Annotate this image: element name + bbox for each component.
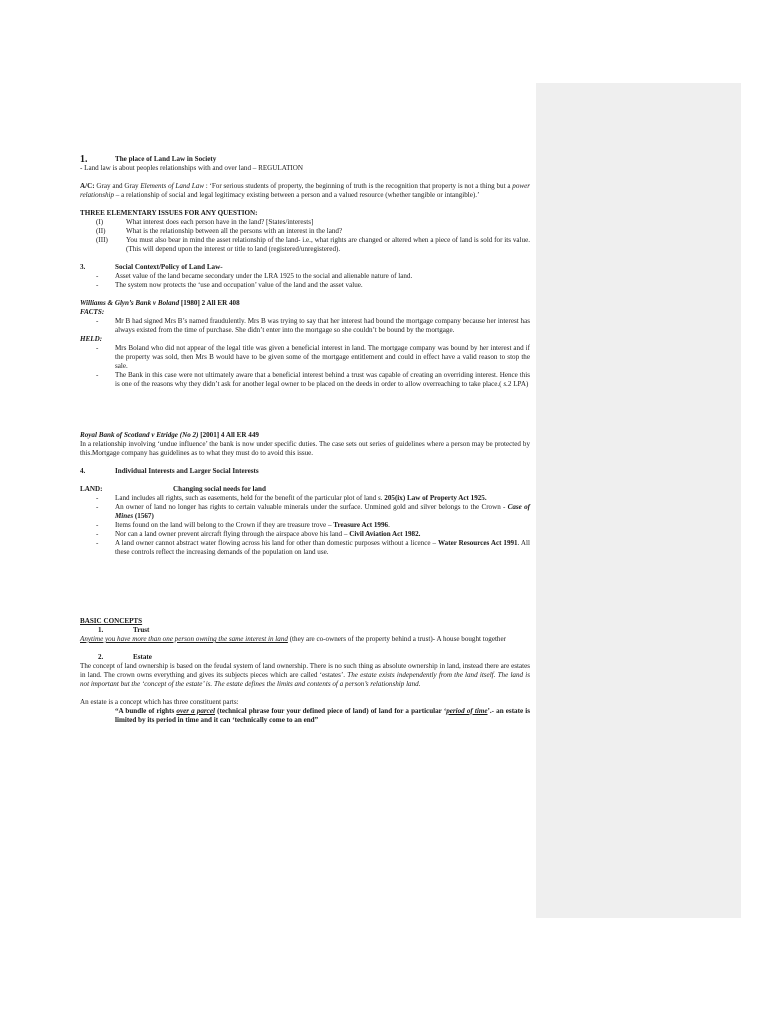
section-number: 1. (80, 154, 88, 165)
issue-item: (II) What is the relationship between all the persons with an interest in the land? (96, 227, 343, 235)
section-1-heading (80, 155, 530, 164)
list-item: - Nor can a land owner prevent aircraft flying through the airspace above his land – Civil Aviation Act 1982. (96, 530, 421, 538)
estate-text: The concept of land ownership is based on the feudal system of land ownership. There is no such thing as absolute ownership in land, instead there are estates in land. The crown owns everything and gives its subjects pieces which are called ‘estates’. The estate exists independently from the land itself. The land is not important but the ‘concept of the estate’ is. The estate defines the limits and contents of a person’s relationship land. (80, 662, 531, 688)
list-item: - Mrs Boland who did not appear of the legal title was given a beneficial interest in land. The mortgage company was bound by her interest and if the property was sold, then Mrs B would have to be given some of the mortgage entitlement and could in effect have a valid reason to stop the sale. (96, 344, 530, 370)
section-title: The place of Land Law in Society (115, 155, 217, 163)
comment-pane (536, 83, 741, 918)
ac-paragraph: A/C: Gray and Gray Elements of Land Law : ‘For serious students of property, the beginning of truth is the recognition that property is not a thing but a power relationship – a relationship of social and legal legitimacy existing between a person and a valued resource (whether tangible or intangible).’ (80, 182, 531, 199)
list-item: - Mr B had signed Mrs B’s named fraudulently. Mrs B was trying to say that her interest had bound the mortgage company because her interest has always existed from the time of purchase. She didn’t enter into the mortgage so she couldn’t be bound by the mortgage. (96, 317, 530, 334)
list-item: - Items found on the land will belong to the Crown if they are treasure trove – Treasure Act 1996. (96, 521, 390, 529)
list-item: - The system now protects the ‘use and occupation’ value of the land and the asset value. (96, 281, 363, 289)
trust-text: Anytime you have more than one person owning the same interest in land (they are co-owners of the property behind a trust)- A house bought together (80, 635, 506, 643)
section-3-heading: 3. Social Context/Policy of Land Law- (80, 263, 223, 271)
held-label: HELD: (80, 335, 103, 343)
estate-quote: “A bundle of rights over a parcel (technical phrase four your defined piece of land) of land for a particular ‘period of time’.- an estate is limited by its period in time and it can ‘technically come to an end” (115, 707, 530, 724)
issues-heading: THREE ELEMENTARY ISSUES FOR ANY QUESTION: (80, 209, 258, 217)
constituent-line: An estate is a concept which has three constituent parts: (80, 698, 239, 706)
facts-label: FACTS: (80, 308, 105, 316)
list-item: - A land owner cannot abstract water flowing across his land for other than domestic purposes without a licence – Water Resources Act 1991. All these controls reflect the increasing demands of the population on land use. (96, 539, 530, 556)
list-item: - Land includes all rights, such as easements, held for the benefit of the particular plot of land s. 205(ix) Law of Property Act 1925. (96, 494, 487, 502)
list-item: - An owner of land no longer has rights to certain valuable minerals under the surface. Unmined gold and silver belongs to the Crown - Case of Mines (1567) (96, 503, 530, 520)
etridge-case-heading: Royal Bank of Scotland v Etridge (No 2) [2001] 4 All ER 449 (80, 431, 259, 439)
section-4-heading: 4. Individual Interests and Larger Social Interests (80, 467, 259, 475)
list-item: - The Bank in this case were not ultimately aware that a beneficial interest behind a trust was capable of creating an overriding interest. Hence this is one of the reasons why they didn’t ask for another legal owner to be placed on the deeds in order to allow overreaching to take place.( s.2 LPA) (96, 371, 530, 388)
issue-item: (III) You must also bear in mind the asset relationship of the land- i.e., what rights are changed or altered when a piece of land is sold for its value. (This will depend upon the interest or title to land (registered/unregistered). (96, 236, 530, 253)
trust-heading: 1. Trust (98, 626, 150, 634)
book-title: Elements of Land Law (140, 182, 204, 190)
basic-concepts-heading: BASIC CONCEPTS (80, 617, 143, 625)
etridge-text: In a relationship involving ‘undue influence’ the bank is now under specific duties. The case sets out series of guidelines where a person may be protected by this.Mortgage company has guidelines as to what they must do to avoid this issue. (80, 440, 530, 457)
boland-case-heading: Williams & Glyn’s Bank v Boland [1980] 2 All ER 408 (80, 299, 240, 307)
document-body (80, 155, 530, 725)
ac-label: A/C: (80, 182, 95, 190)
list-item: - Asset value of the land became secondary under the LRA 1925 to the social and alienable nature of land. (96, 272, 413, 280)
land-heading: LAND: Changing social needs for land (80, 485, 266, 493)
intro-line: - Land law is about peoples relationships with and over land – REGULATION (80, 164, 304, 172)
issue-item: (I) What interest does each person have in the land? [States/interests] (96, 218, 314, 226)
estate-heading: 2. Estate (98, 653, 152, 661)
